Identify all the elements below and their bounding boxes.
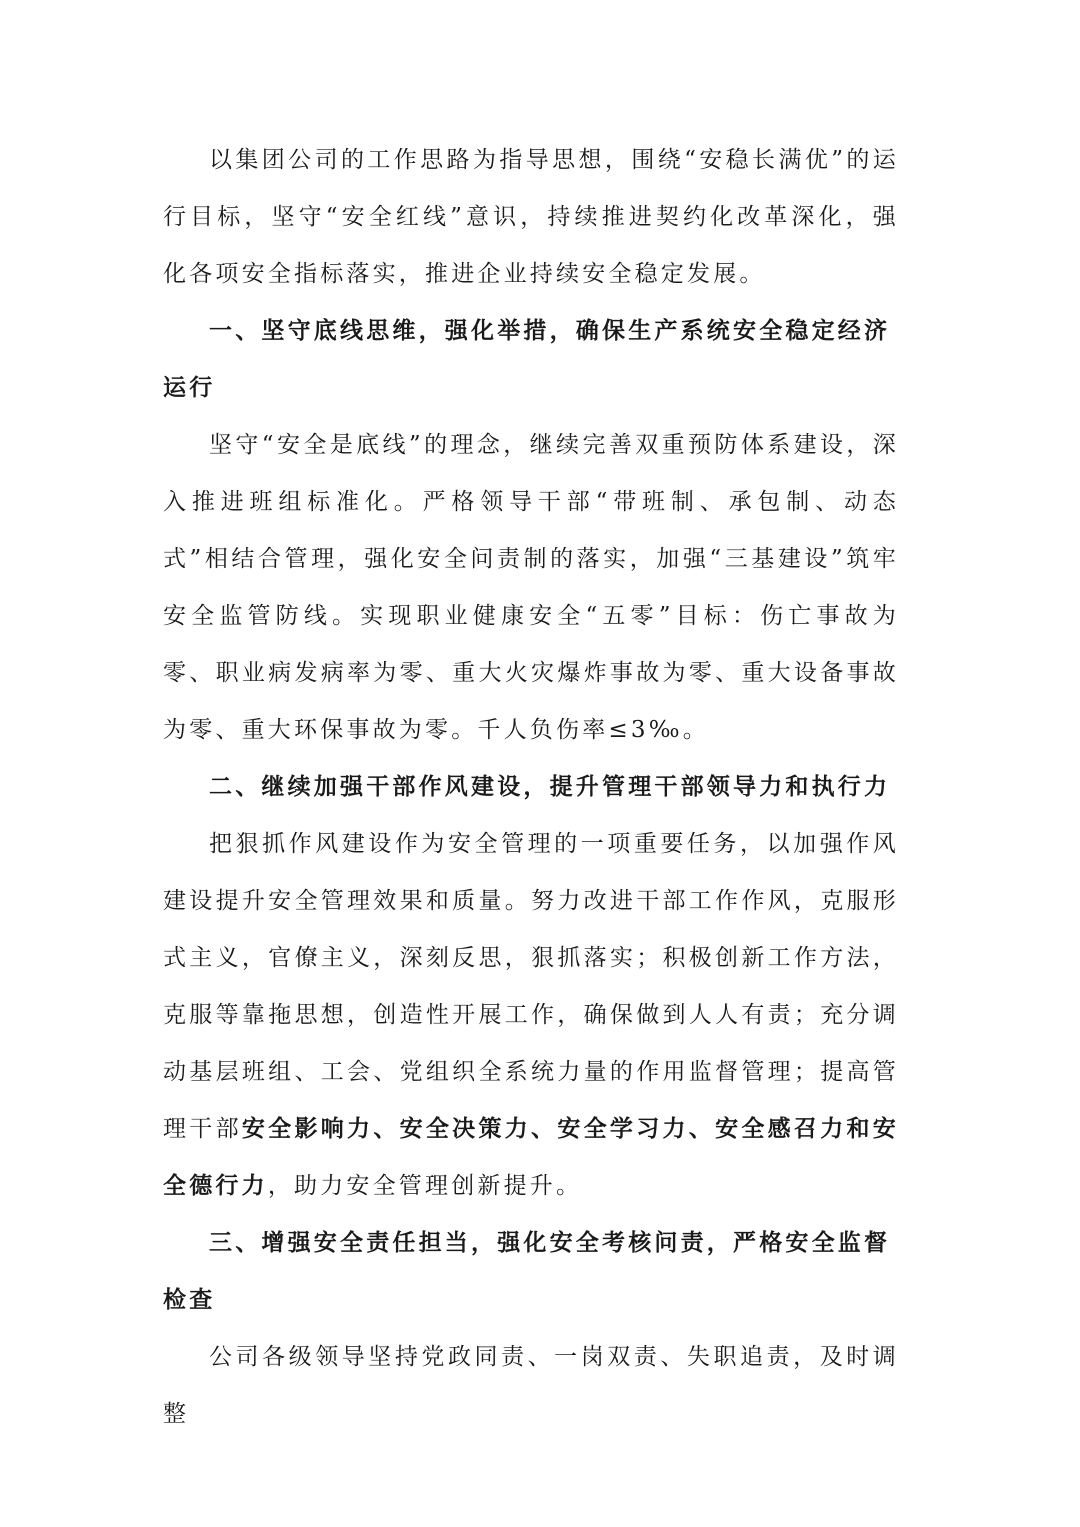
section-2-body-start: 把狠抓作风建设作为安全管理的一项重要任务，以加强作风建设提升安全管理效果和质量。努力改进干部工作作风，克服形式主义，官僚主义，深刻反思，狠抓落实；积极创新工作方法，克服等靠拖思想，创造性开展工作，确保做到人人有责；充分调动基层班组、工会、党组织全系统力量的作用监督管理；提高管理干部 bbox=[163, 831, 899, 1142]
intro-paragraph: 以集团公司的工作思路为指导思想，围绕“安稳长满优”的运行目标，坚守“安全红线”意识，持续推进契约化改革深化，强化各项安全指标落实，推进企业持续安全稳定发展。 bbox=[163, 147, 899, 287]
section-3-heading: 三、增强安全责任担当，强化安全考核问责，严格安全监督检查 bbox=[163, 1230, 891, 1313]
section-3-paragraph: 公司各级领导坚持党政同责、一岗双责、失职追责，及时调整 bbox=[163, 1344, 899, 1427]
document-page bbox=[163, 132, 899, 1443]
section-2-body-end: ，助力安全管理创新提升。 bbox=[267, 1173, 583, 1199]
section-1-paragraph: 坚守“安全是底线”的理念，继续完善双重预防体系建设，深入推进班组标准化。严格领导干部“带班制、承包制、动态式”相结合管理，强化安全问责制的落实，加强“三基建设”筑牢安全监管防线。实现职业健康安全“五零”目标：伤亡事故为零、职业病发病率为零、重大火灾爆炸事故为零、重大设备事故为零、重大环保事故为零。千人负伤率≤3‰。 bbox=[163, 432, 899, 743]
section-2-body-bold: 安全影响力、安全决策力、安全学习力、安全感召力和安全德行力 bbox=[163, 1116, 899, 1199]
section-2-heading: 二、继续加强干部作风建设，提升管理干部领导力和执行力 bbox=[209, 774, 891, 800]
section-2-paragraph bbox=[163, 816, 899, 1215]
section-1-heading: 一、坚守底线思维，强化举措，确保生产系统安全稳定经济运行 bbox=[163, 318, 891, 401]
